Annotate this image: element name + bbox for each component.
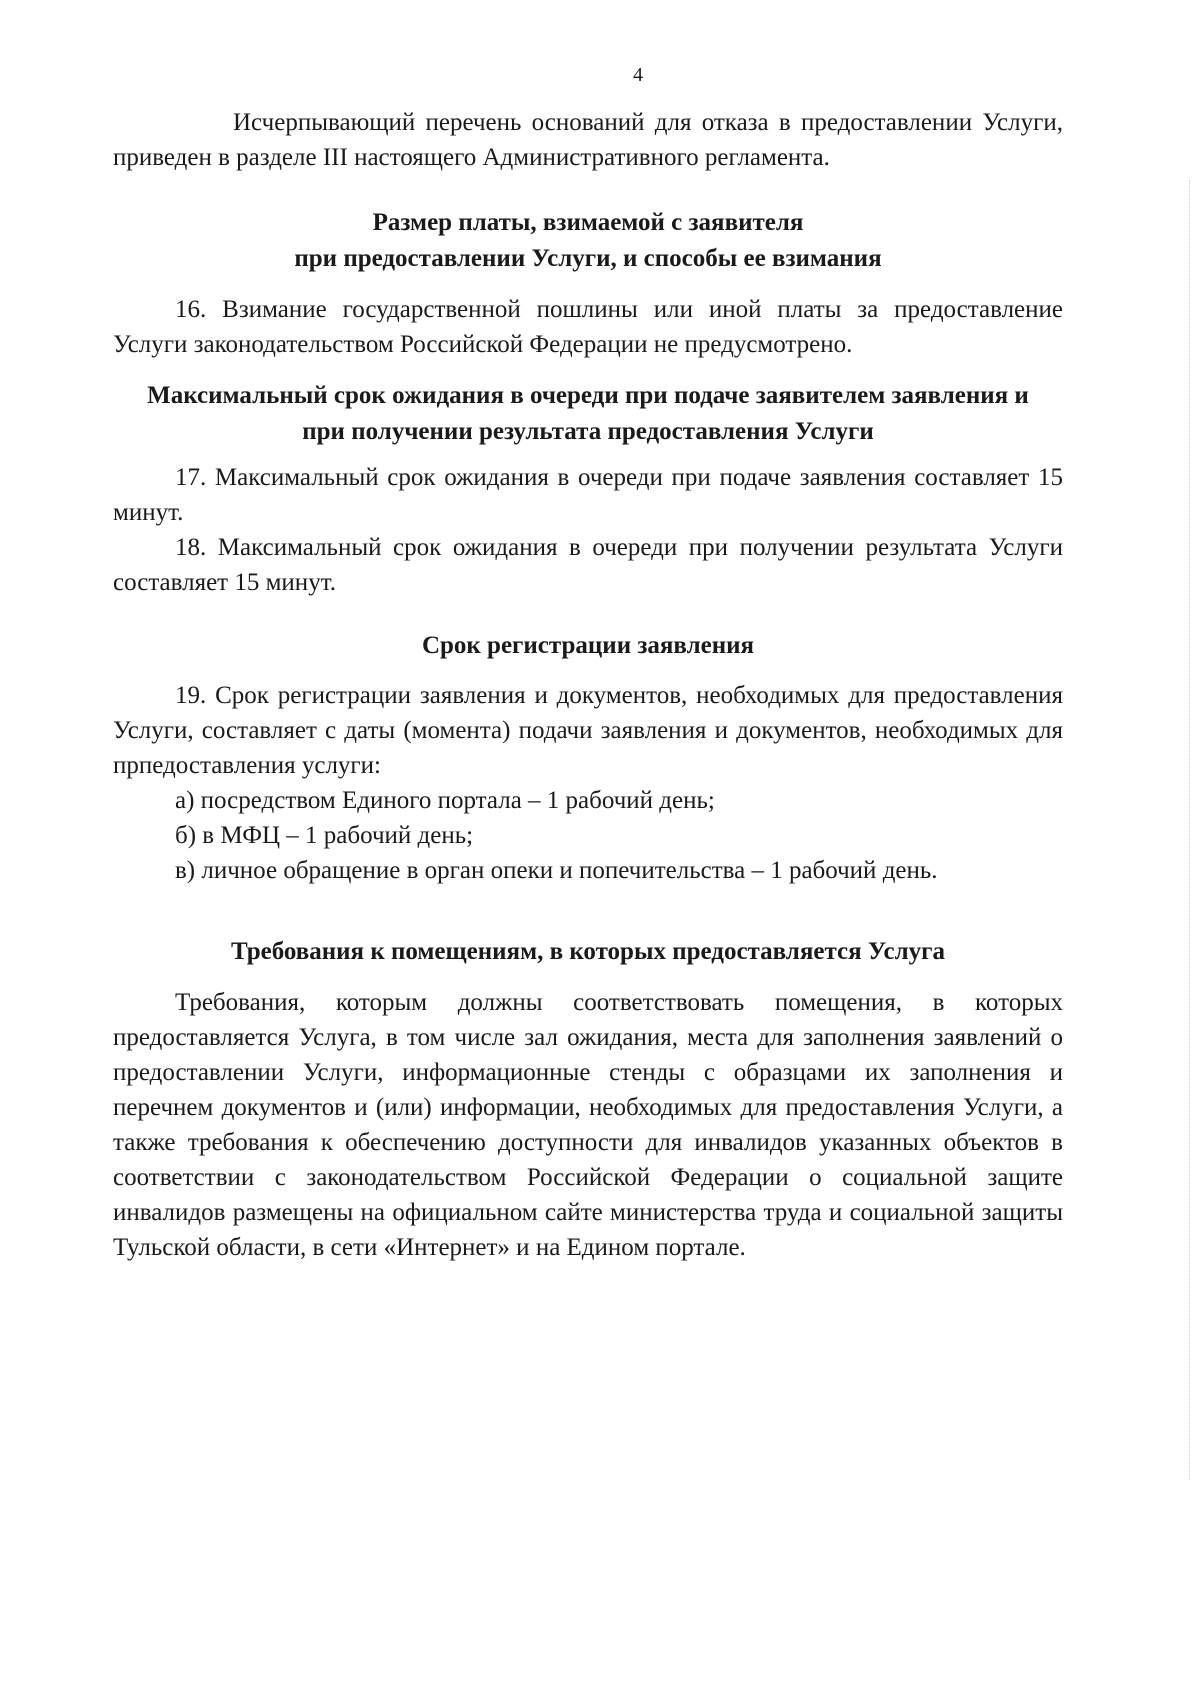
queue-heading-line1: Максимальный срок ожидания в очереди при подаче заявителем заявления и <box>147 381 1029 409</box>
queue-heading-line2: при получении результата предоставления Услуги <box>302 417 874 445</box>
list-item: в) личное обращение в орган опеки и попечительства – 1 рабочий день. <box>175 857 938 885</box>
page-number: 4 <box>633 64 643 86</box>
queue-heading <box>113 378 1063 451</box>
list-item: а) посредством Единого портала – 1 рабочий день; <box>175 787 715 815</box>
registration-heading: Срок регистрации заявления <box>421 632 755 659</box>
fee-heading <box>113 205 1063 278</box>
paragraph-17: 17. Максимальный срок ожидания в очереди при подаче заявления составляет 15 минут. <box>113 464 1063 526</box>
fee-heading-line1: Размер платы, взимаемой с заявителя <box>372 209 804 236</box>
paragraph-18: 18. Максимальный срок ожидания в очереди при получении результата Услуги составляет 15 минут. <box>113 534 1063 596</box>
paragraph-19: 19. Срок регистрации заявления и документов, необходимых для предоставления Услуги, составляет с даты (момента) подачи заявления и документов, необходимых для прпедоставления услуги: <box>113 682 1063 780</box>
scan-margin-artifact <box>1188 180 1190 1480</box>
list-item: б) в МФЦ – 1 рабочий день; <box>175 822 474 850</box>
fee-heading-line2: при предоставлении Услуги, и способы ее взимания <box>294 245 882 273</box>
premises-heading: Требования к помещениям, в которых предоставляется Услуга <box>230 938 946 966</box>
document-body <box>113 105 1063 1265</box>
premises-paragraph: Требования, которым должны соответствовать помещения, в которых предоставляется Услуга, в том числе зал ожидания, места для заполнения заявлений о предоставлении Услуги, информационные стенды с образцами их заполнения и перечнем документов и (или) информации, необходимых для предоставления Услуги, а также требования к обеспечению доступности для инвалидов указанных объектов в соответствии с законодательством Российской Федерации о социальной защите инвалидов размещены на официальном сайте министерства труда и социальной защиты Тульской области, в сети «Интернет» и на Едином портале. <box>113 988 1063 1261</box>
paragraph-16: 16. Взимание государственной пошлины или иной платы за предоставление Услуги законодательством Российской Федерации не предусмотрено. <box>113 295 1063 358</box>
intro-paragraph: Исчерпывающий перечень оснований для отказа в предоставлении Услуги, приведен в разделе III настоящего Административного регламента. <box>113 109 1063 171</box>
